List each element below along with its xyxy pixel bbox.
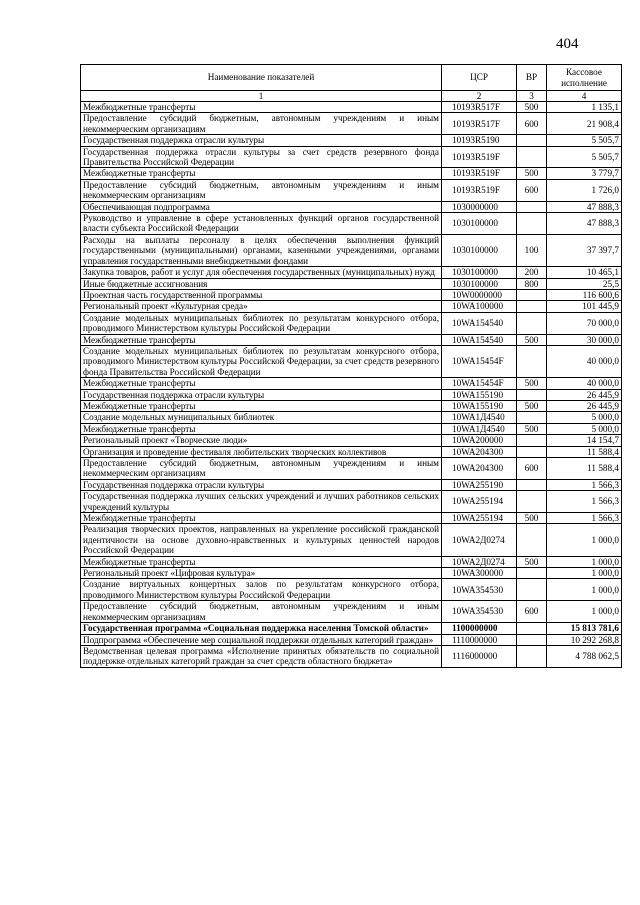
row-amount-cell: 5 505,7 xyxy=(547,146,622,168)
header-col-number: 3 xyxy=(517,91,547,102)
row-csr-cell: 10WA354530 xyxy=(442,579,517,601)
row-name-cell: Межбюджетные трансферты xyxy=(81,334,442,345)
row-vr-cell xyxy=(517,645,547,667)
row-csr-cell: 10WA204300 xyxy=(442,458,517,480)
table-row xyxy=(81,102,622,113)
table-row xyxy=(81,334,622,345)
row-name-cell: Подпрограмма «Обеспечение мер социальной поддержки отдельных категорий граждан» xyxy=(81,634,442,645)
row-csr-cell: 1116000000 xyxy=(442,645,517,667)
row-vr-cell: 500 xyxy=(517,423,547,434)
header-csr: ЦСР xyxy=(442,65,517,91)
table-row xyxy=(81,378,622,389)
row-name-cell: Расходы на выплаты персоналу в целях обеспечения выполнения функций государственными (муниципальными) органами, казенными учреждениями, органами управления государственными внебюджетными фондами xyxy=(81,234,442,266)
row-vr-cell: 500 xyxy=(517,556,547,567)
row-name-cell: Создание модельных муниципальных библиотек по результатам конкурсного отбора, проводимого Министерством культуры Российской Федерации, за счет средств резервного фонда Правительства Российской Федерации xyxy=(81,345,442,377)
row-vr-cell xyxy=(517,491,547,513)
table-row xyxy=(81,623,622,634)
row-amount-cell: 5 000,0 xyxy=(547,412,622,423)
row-name-cell: Межбюджетные трансферты xyxy=(81,556,442,567)
row-csr-cell: 10193R519F xyxy=(442,179,517,201)
row-vr-cell xyxy=(517,213,547,235)
table-row xyxy=(81,400,622,411)
row-csr-cell: 10193R517F xyxy=(442,102,517,113)
table-row xyxy=(81,312,622,334)
row-csr-cell: 10WA155190 xyxy=(442,389,517,400)
header-amount: Кассовое исполнение xyxy=(547,65,622,91)
row-amount-cell: 40 000,0 xyxy=(547,378,622,389)
row-csr-cell: 10193R5190 xyxy=(442,135,517,146)
row-csr-cell: 10WA255194 xyxy=(442,491,517,513)
row-amount-cell: 47 888,3 xyxy=(547,201,622,212)
row-csr-cell: 10WA15454F xyxy=(442,378,517,389)
row-vr-cell xyxy=(517,345,547,377)
row-amount-cell: 14 154,7 xyxy=(547,435,622,446)
row-amount-cell: 40 000,0 xyxy=(547,345,622,377)
table-row xyxy=(81,491,622,513)
row-vr-cell xyxy=(517,579,547,601)
row-vr-cell xyxy=(517,524,547,556)
row-vr-cell: 200 xyxy=(517,267,547,278)
table-row xyxy=(81,556,622,567)
row-vr-cell xyxy=(517,479,547,490)
table-row xyxy=(81,113,622,135)
row-name-cell: Межбюджетные трансферты xyxy=(81,423,442,434)
row-csr-cell: 10WA354530 xyxy=(442,601,517,623)
row-amount-cell: 1 726,0 xyxy=(547,179,622,201)
row-amount-cell: 116 600,6 xyxy=(547,289,622,300)
row-csr-cell: 10193R519F xyxy=(442,168,517,179)
row-amount-cell: 47 888,3 xyxy=(547,213,622,235)
row-csr-cell: 10WA1Д4540 xyxy=(442,423,517,434)
row-vr-cell: 600 xyxy=(517,601,547,623)
row-name-cell: Государственная поддержка отрасли культуры за счет средств резервного фонда Правительства Российской Федерации xyxy=(81,146,442,168)
row-csr-cell: 10WA155190 xyxy=(442,400,517,411)
row-amount-cell: 11 588,4 xyxy=(547,458,622,480)
row-vr-cell xyxy=(517,301,547,312)
table-row xyxy=(81,179,622,201)
row-amount-cell: 70 000,0 xyxy=(547,312,622,334)
page-number: 404 xyxy=(556,36,579,52)
row-name-cell: Межбюджетные трансферты xyxy=(81,400,442,411)
row-vr-cell xyxy=(517,634,547,645)
row-vr-cell: 800 xyxy=(517,278,547,289)
row-amount-cell: 1 566,3 xyxy=(547,491,622,513)
row-name-cell: Иные бюджетные ассигнования xyxy=(81,278,442,289)
row-amount-cell: 11 588,4 xyxy=(547,446,622,457)
row-vr-cell: 500 xyxy=(517,168,547,179)
table-row xyxy=(81,168,622,179)
row-name-cell: Руководство и управление в сфере установленных функций органов государственной власти субъекта Российской Федерации xyxy=(81,213,442,235)
table-row xyxy=(81,234,622,266)
row-csr-cell: 10WA200000 xyxy=(442,435,517,446)
row-name-cell: Обеспечивающая подпрограмма xyxy=(81,201,442,212)
row-vr-cell: 500 xyxy=(517,378,547,389)
row-vr-cell xyxy=(517,568,547,579)
row-vr-cell: 100 xyxy=(517,234,547,266)
row-csr-cell: 10WA2Д0274 xyxy=(442,556,517,567)
row-amount-cell: 3 779,7 xyxy=(547,168,622,179)
row-vr-cell xyxy=(517,446,547,457)
row-vr-cell xyxy=(517,435,547,446)
table-row xyxy=(81,389,622,400)
row-name-cell: Государственная поддержка отрасли культуры xyxy=(81,389,442,400)
row-vr-cell: 500 xyxy=(517,334,547,345)
row-name-cell: Предоставление субсидий бюджетным, автономным учреждениям и иным некоммерческим организациям xyxy=(81,179,442,201)
row-vr-cell: 500 xyxy=(517,513,547,524)
table-row xyxy=(81,513,622,524)
row-csr-cell: 1030100000 xyxy=(442,278,517,289)
row-amount-cell: 37 397,7 xyxy=(547,234,622,266)
row-csr-cell: 1030100000 xyxy=(442,234,517,266)
row-amount-cell: 10 292 268,8 xyxy=(547,634,622,645)
row-amount-cell: 26 445,9 xyxy=(547,389,622,400)
row-vr-cell xyxy=(517,389,547,400)
row-amount-cell: 30 000,0 xyxy=(547,334,622,345)
table-body xyxy=(81,102,622,668)
row-amount-cell: 10 465,1 xyxy=(547,267,622,278)
row-csr-cell: 10WA2Д0274 xyxy=(442,524,517,556)
table-row xyxy=(81,213,622,235)
header-name: Наименование показателей xyxy=(81,65,442,91)
header-col-number: 1 xyxy=(81,91,442,102)
row-csr-cell: 10193R519F xyxy=(442,146,517,168)
row-vr-cell xyxy=(517,412,547,423)
table-row xyxy=(81,634,622,645)
row-csr-cell: 1030100000 xyxy=(442,267,517,278)
table-row xyxy=(81,301,622,312)
row-amount-cell: 26 445,9 xyxy=(547,400,622,411)
row-csr-cell: 10WA15454F xyxy=(442,345,517,377)
table-row xyxy=(81,289,622,300)
table-row xyxy=(81,435,622,446)
row-name-cell: Предоставление субсидий бюджетным, автономным учреждениям и иным некоммерческим организациям xyxy=(81,458,442,480)
row-csr-cell: 10193R517F xyxy=(442,113,517,135)
row-name-cell: Межбюджетные трансферты xyxy=(81,102,442,113)
row-name-cell: Предоставление субсидий бюджетным, автономным учреждениям и иным некоммерческим организациям xyxy=(81,113,442,135)
row-amount-cell: 1 000,0 xyxy=(547,524,622,556)
header-vr: ВР xyxy=(517,65,547,91)
table-row xyxy=(81,601,622,623)
row-amount-cell: 1 135,1 xyxy=(547,102,622,113)
table-row xyxy=(81,479,622,490)
row-name-cell: Межбюджетные трансферты xyxy=(81,168,442,179)
row-name-cell: Региональный проект «Культурная среда» xyxy=(81,301,442,312)
row-amount-cell: 1 566,3 xyxy=(547,513,622,524)
row-vr-cell: 600 xyxy=(517,179,547,201)
row-csr-cell: 10WA100000 xyxy=(442,301,517,312)
table-row xyxy=(81,267,622,278)
row-name-cell: Межбюджетные трансферты xyxy=(81,513,442,524)
row-name-cell: Государственная поддержка отрасли культуры xyxy=(81,479,442,490)
row-csr-cell: 10WA154540 xyxy=(442,334,517,345)
row-amount-cell: 15 813 781,6 xyxy=(547,623,622,634)
row-amount-cell: 1 000,0 xyxy=(547,556,622,567)
row-name-cell: Ведомственная целевая программа «Исполнение принятых обязательств по социальной поддержке отдельных категорий граждан за счет средств областного бюджета» xyxy=(81,645,442,667)
row-amount-cell: 21 908,4 xyxy=(547,113,622,135)
row-csr-cell: 1110000000 xyxy=(442,634,517,645)
table-row xyxy=(81,278,622,289)
row-amount-cell: 1 000,0 xyxy=(547,601,622,623)
row-amount-cell: 1 000,0 xyxy=(547,579,622,601)
row-csr-cell: 10WA255194 xyxy=(442,513,517,524)
row-name-cell: Закупка товаров, работ и услуг для обеспечения государственных (муниципальных) нужд xyxy=(81,267,442,278)
row-name-cell: Создание модельных муниципальных библиотек xyxy=(81,412,442,423)
row-vr-cell: 600 xyxy=(517,113,547,135)
row-vr-cell: 500 xyxy=(517,400,547,411)
row-name-cell: Региональный проект «Творческие люди» xyxy=(81,435,442,446)
row-name-cell: Государственная поддержка отрасли культуры xyxy=(81,135,442,146)
budget-table xyxy=(80,64,622,668)
row-vr-cell xyxy=(517,146,547,168)
row-name-cell: Создание виртуальных концертных залов по результатам конкурсного отбора, проводимого Министерством культуры Российской Федерации xyxy=(81,579,442,601)
row-vr-cell xyxy=(517,135,547,146)
table-header xyxy=(81,65,622,102)
row-vr-cell: 600 xyxy=(517,458,547,480)
row-amount-cell: 1 566,3 xyxy=(547,479,622,490)
table-row xyxy=(81,568,622,579)
row-amount-cell: 5 000,0 xyxy=(547,423,622,434)
row-name-cell: Государственная поддержка лучших сельских учреждений и лучших работников сельских учреждений культуры xyxy=(81,491,442,513)
row-amount-cell: 1 000,0 xyxy=(547,568,622,579)
table-row xyxy=(81,201,622,212)
row-name-cell: Создание модельных муниципальных библиотек по результатам конкурсного отбора, проводимого Министерством культуры Российской Федерации xyxy=(81,312,442,334)
row-csr-cell: 10WA1Д4540 xyxy=(442,412,517,423)
row-csr-cell: 10WA154540 xyxy=(442,312,517,334)
table-row xyxy=(81,345,622,377)
row-vr-cell xyxy=(517,289,547,300)
row-amount-cell: 4 788 062,5 xyxy=(547,645,622,667)
row-vr-cell: 500 xyxy=(517,102,547,113)
row-name-cell: Проектная часть государственной программы xyxy=(81,289,442,300)
row-csr-cell: 10W0000000 xyxy=(442,289,517,300)
table-row xyxy=(81,146,622,168)
row-csr-cell: 1030000000 xyxy=(442,201,517,212)
table-row xyxy=(81,423,622,434)
row-name-cell: Реализация творческих проектов, направленных на укрепление российской гражданской идентичности на основе духовно-нравственных и культурных ценностей народов Российской Федерации xyxy=(81,524,442,556)
row-vr-cell xyxy=(517,201,547,212)
row-csr-cell: 10WA300000 xyxy=(442,568,517,579)
table-row xyxy=(81,524,622,556)
row-amount-cell: 101 445,9 xyxy=(547,301,622,312)
header-col-number: 2 xyxy=(442,91,517,102)
row-csr-cell: 10WA204300 xyxy=(442,446,517,457)
row-name-cell: Организация и проведение фестиваля любительских творческих коллективов xyxy=(81,446,442,457)
table-row xyxy=(81,458,622,480)
table-row xyxy=(81,446,622,457)
row-name-cell: Региональный проект «Цифровая культура» xyxy=(81,568,442,579)
table-row xyxy=(81,645,622,667)
table-row xyxy=(81,135,622,146)
row-amount-cell: 25,5 xyxy=(547,278,622,289)
row-name-cell: Предоставление субсидий бюджетным, автономным учреждениям и иным некоммерческим организациям xyxy=(81,601,442,623)
row-name-cell: Государственная программа «Социальная поддержка населения Томской области» xyxy=(81,623,442,634)
row-vr-cell xyxy=(517,623,547,634)
row-amount-cell: 5 505,7 xyxy=(547,135,622,146)
row-vr-cell xyxy=(517,312,547,334)
header-col-number: 4 xyxy=(547,91,622,102)
row-name-cell: Межбюджетные трансферты xyxy=(81,378,442,389)
row-csr-cell: 10WA255190 xyxy=(442,479,517,490)
row-csr-cell: 1100000000 xyxy=(442,623,517,634)
row-csr-cell: 1030100000 xyxy=(442,213,517,235)
table-row xyxy=(81,579,622,601)
table-row xyxy=(81,412,622,423)
